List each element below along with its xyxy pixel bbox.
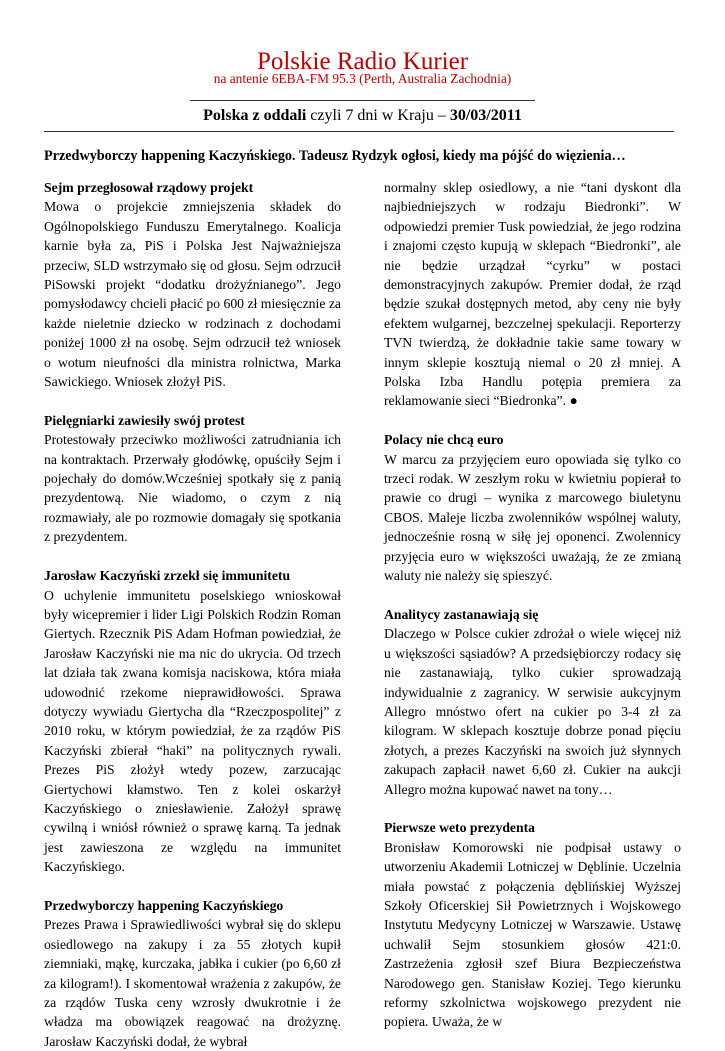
article-text: Dlaczego w Polsce cukier zdrożał o wiele więcej niż u większości sąsiadów? A przedsiębiorczy rodacy się nie zastanawiają, tylko cukier sprowadzają indywidualnie z zagranicy. W serwisie aukcyjnym Allegro mnóstwo ofert na cukier po 3-4 zł za kilogram. W sklepach kosztuje dobrze ponad pięciu złotych, a prezes Kaczyński na swoich już słynnych zakupach zapłacił nawet 6,60 zł. Cukier na aukcji Allegro można kupować nawet na tony… xyxy=(384,626,681,797)
article-text: Mowa o projekcie zmniejszenia składek do Ogólnopolskiego Funduszu Emerytalnego. Koalicja karnie była za, PiS i Polska Jest Najważniejsza przeciw, SLD wstrzymało się od głosu. Sejm odrzucił PiSowski projekt “dodatku drożyźnianego”. Jego pomysłodawcy chcieli płacić po 600 zł miesięcznie za każde nieletnie dziecko w rodzinach z dochodami poniżej 1000 zł na osobę. Sejm odrzucił też wniosek o wotum nieufności dla ministra rolnictwa, Marka Sawickiego. Wniosek złożył PiS. xyxy=(44,199,341,390)
left-column xyxy=(44,178,341,1051)
article-heading: Analitycy zastanawiają się xyxy=(384,606,539,622)
right-column xyxy=(384,178,681,1032)
article-heading: Polacy nie chcą euro xyxy=(384,432,504,448)
newsletter-title: Polskie Radio Kurier xyxy=(256,48,469,75)
lead-headline: Przedwyborczy happening Kaczyńskiego. Tadeusz Rydzyk ogłosi, kiedy ma pójść do więzienia… xyxy=(44,148,626,164)
issue-middle: czyli 7 dni w Kraju – xyxy=(306,107,450,124)
issue-series: Polska z oddali xyxy=(203,107,307,124)
article-heading: Sejm przegłosował rządowy projekt xyxy=(44,180,254,195)
article-heading: Jarosław Kaczyński zrzekł się immunitetu xyxy=(44,568,291,584)
article-text-continued: normalny sklep osiedlowy, a nie “tani dyskont dla najbiedniejszych w rodzaju Biedronki”. W odpowiedzi premier Tusk powiedział, że jego rodzina i znajomi często kupują w sklepach “Biedronki”, ale nie będzie urządzał “cyrku” w postaci demonstracyjnych zakupów. Premier dodał, że rząd będzie szukał dostępnych metod, aby ceny nie były efektem wulgarnej, bezczelnej spekulacji. Reporterzy TVN twierdzą, że dokładnie takie same towary w innym sklepie kosztują niemal o 20 zł mniej. A Polska Izba Handlu potępia premiera za reklamowanie sieci “Biedronka”. ● xyxy=(384,180,681,409)
article-heading: Pierwsze weto prezydenta xyxy=(384,820,536,836)
article-text: O uchylenie immunitetu poselskiego wnioskował były wicepremier i lider Ligi Polskich Rodzin Roman Giertych. Rzecznik PiS Adam Hofman powiedział, że Jarosław Kaczyński nie ma nic do ukrycia. Od trzech lat działa tak zwana komisja naciskowa, która miała udowodnić rzekome nieprawidłowości. Sprawa dotyczy wywiadu Giertycha dla “Rzeczpospolitej” z 2010 roku, w którym powiedział, że za rządów PiS Kaczyński zbierał “haki” na politycznych rywali. Prezes PiS złożył wtedy pozew, zarzucając Giertychowi kłamstwo. Ten z kolei oskarżył Kaczyńskiego o zniesławienie. Założył sprawę cywilną i wniósł również o sprawę karną. Ta jednak jest zawieszona ze względu na immunitet Kaczyńskiego. xyxy=(44,587,341,875)
section-divider xyxy=(44,131,674,132)
article-text: Protestowały przeciwko możliwości zatrudniania ich na kontraktach. Przerwały głodówkę, opuściły Sejm i pojechały do domów.Wcześniej spotkały się z panią prezydentową. Nie wiadomo, o czym z nią rozmawiały, ale po rozmowie domagały się spotkania z prezydentem. xyxy=(44,432,341,545)
newsletter-subtitle: na antenie 6EBA-FM 95.3 (Perth, Australia Zachodnia) xyxy=(213,71,512,86)
article-text: Prezes Prawa i Sprawiedliwości wybrał się do sklepu osiedlowego na zakupy i za 55 złotych kupił ziemniaki, mąkę, kurczaka, jabłka i cukier (po 6,60 zł za kilogram!). I skomentował wrażenia z zakupów, że za rządów Tuska ceny wzrosły dwukrotnie i że władza ma obowiązek reagować na drożyznę. Jarosław Kaczyński dodał, że wybrał xyxy=(44,917,341,1049)
article-text: W marcu za przyjęciem euro opowiada się tylko co trzeci rodak. W zeszłym roku w kwietniu popierał to prawie co drugi – wynika z marcowego biuletynu CBOS. Maleje liczba zwolenników wspólnej waluty, jednocześnie rosną w siłę jej oponenci. Zwolennicy przyjęcia euro w większości uważają, że ze zmianą waluty nie należy się spieszyć. xyxy=(384,451,681,584)
article-heading: Przedwyborczy happening Kaczyńskiego xyxy=(44,897,284,913)
issue-date: 30/03/2011 xyxy=(449,107,522,124)
article-text: Bronisław Komorowski nie podpisał ustawy o utworzeniu Akademii Lotniczej w Dęblinie. Uczelnia miała powstać z połączenia dęblińskiej Wyższej Szkoły Oficerskiej Sił Powietrznych i Wojskowego Instytutu Medycyny Lotniczej w Warszawie. Ustawę uchwalił Sejm stosunkiem głosów 421:0. Zastrzeżenia zgłosił szef Biura Bezpieczeństwa Narodowego gen. Stanisław Koziej. Tego kierunku reformy szkolnictwa wojskowego prezydent nie popiera. Uważa, że w xyxy=(384,839,681,1030)
issue-line xyxy=(0,106,725,126)
article-heading: Pielęgniarki zawiesiły swój protest xyxy=(44,412,245,428)
header-divider xyxy=(190,100,535,101)
